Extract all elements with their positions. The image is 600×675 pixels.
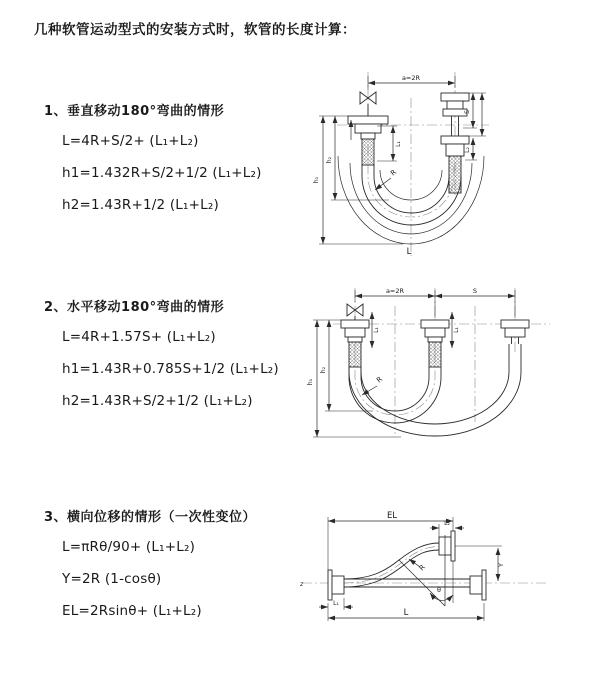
- formula-h2: h2=1.43R+S/2+1/2 (L₁+L₂): [62, 393, 253, 409]
- dim-label-h1: h₁: [307, 378, 314, 386]
- dimension-el: [328, 511, 453, 603]
- dimension-a2r: [368, 74, 455, 90]
- left-fitting: [328, 570, 344, 600]
- formula-h1: h1=1.432R+S/2+1/2 (L₁+L₂): [62, 165, 262, 181]
- right-fitting: [441, 93, 469, 193]
- dim-label-el: EL: [386, 511, 398, 521]
- dim-label-y: Y: [497, 563, 505, 567]
- left-fitting: [341, 320, 369, 367]
- section1-formulas: [44, 132, 262, 214]
- dim-label-l2: L₂: [464, 147, 471, 153]
- right-fitting-original: [470, 570, 486, 600]
- dim-label-h2: h₂: [326, 156, 333, 164]
- dim-label-l1: L₁: [333, 600, 339, 607]
- angle-label: θ: [437, 586, 441, 594]
- dimension-l1-middle: [452, 312, 460, 348]
- middle-fitting: [421, 320, 449, 367]
- formula-h1: h1=1.43R+0.785S+1/2 (L₁+L₂): [62, 361, 279, 377]
- section-2: [44, 296, 279, 424]
- formula-length: L=πRθ/90+ (L₁+L₂): [62, 539, 196, 555]
- diagram-horizontal-180-bend: [305, 282, 595, 462]
- dim-label-h1: h₁: [313, 176, 320, 184]
- radius-callout: [409, 559, 427, 572]
- radius-callout: [362, 375, 384, 395]
- angle-construction: [399, 535, 453, 606]
- dim-label-a2r: a=2R: [401, 74, 421, 82]
- radius-callout: [375, 168, 398, 190]
- dimension-a2r: [355, 287, 515, 318]
- right-fitting: [501, 320, 529, 344]
- length-label: L: [406, 247, 412, 257]
- diagram-lateral-displacement: [298, 503, 598, 653]
- dim-label-l2: L₂: [444, 520, 450, 527]
- dim-label-l: L: [403, 608, 409, 618]
- dim-label-l1: L₁: [395, 141, 402, 147]
- dimension-s: [435, 287, 515, 296]
- radius-label: R: [417, 563, 427, 573]
- dim-label-l1: L₁: [453, 327, 460, 333]
- radius-label: R: [375, 375, 385, 385]
- section-3: [44, 506, 256, 634]
- formula-length: L=4R+1.57S+ (L₁+L₂): [62, 329, 216, 345]
- formula-y: Y=2R (1-cosθ): [62, 571, 162, 587]
- formula-el: EL=2Rsinθ+ (L₁+L₂): [62, 603, 202, 619]
- section2-formulas: [44, 328, 279, 410]
- dim-label-s: S: [472, 287, 478, 295]
- section2-heading: 2、水平移动180°弯曲的情形: [44, 300, 225, 315]
- diagram-vertical-180-bend: [305, 68, 595, 264]
- dimension-l2: [430, 520, 464, 537]
- dimension-l1: [319, 598, 353, 610]
- dim-label-h2: h₂: [320, 366, 327, 374]
- top-right-fitting-displaced: [439, 531, 455, 561]
- section3-formulas: [44, 538, 256, 620]
- dim-label-l1: L₁: [373, 327, 380, 333]
- section1-heading: 1、垂直移动180°弯曲的情形: [44, 104, 225, 119]
- dimension-s: [463, 93, 486, 160]
- dim-label-a2r: a=2R: [385, 287, 405, 295]
- dimension-l1-left: [372, 312, 380, 348]
- s-curve-hose: [344, 543, 439, 587]
- axis-mark-label: z: [300, 581, 304, 588]
- formula-length: L=4R+S/2+ (L₁+L₂): [62, 133, 199, 149]
- dimension-l: [328, 603, 484, 621]
- section-1: [44, 100, 262, 228]
- left-fitting: [348, 116, 388, 165]
- page-title: 几种软管运动型式的安装方式时，软管的长度计算：: [34, 22, 356, 38]
- dimension-h1: [313, 116, 403, 244]
- formula-h2: h2=1.43R+1/2 (L₁+L₂): [62, 197, 219, 213]
- section3-heading: 3、横向位移的情形（一次性变位）: [44, 510, 257, 525]
- radius-label: R: [389, 168, 399, 178]
- dim-label-s: S: [464, 110, 471, 114]
